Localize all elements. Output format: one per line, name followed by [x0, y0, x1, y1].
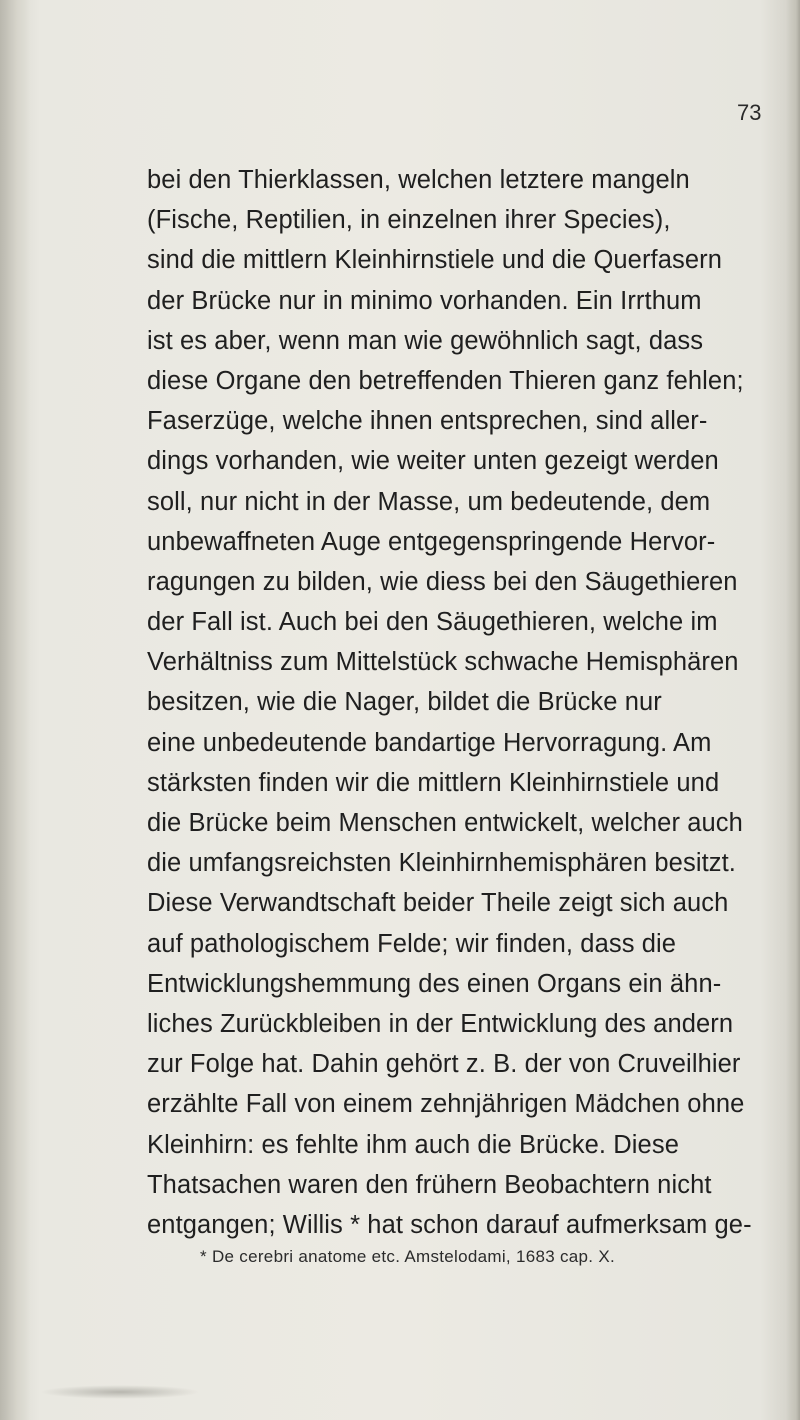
text-line: (Fische, Reptilien, in einzelnen ihrer Species),	[147, 206, 671, 235]
text-line: Diese Verwandtschaft beider Theile zeigt sich auch	[147, 889, 729, 918]
text-line: unbewaffneten Auge entgegenspringende Hervor-	[147, 527, 716, 556]
text-line: soll, nur nicht in der Masse, um bedeutende, dem	[147, 487, 711, 516]
scan-smudge	[40, 1385, 200, 1399]
body-text	[147, 160, 787, 1245]
text-line: erzählte Fall von einem zehnjährigen Mädchen ohne	[147, 1090, 745, 1119]
page-right-edge	[786, 0, 800, 1420]
text-line: Verhältniss zum Mittelstück schwache Hemisphären	[147, 648, 739, 677]
text-line: die umfangsreichsten Kleinhirnhemisphären besitzt.	[147, 849, 736, 878]
text-line: die Brücke beim Menschen entwickelt, welcher auch	[147, 809, 743, 837]
text-line: zur Folge hat. Dahin gehört z. B. der von Cruveilhier	[147, 1050, 741, 1079]
page-binding-edge	[0, 0, 30, 1420]
text-line: dings vorhanden, wie weiter unten gezeigt werden	[147, 447, 719, 476]
text-line: Faserzüge, welche ihnen entsprechen, sind aller-	[147, 407, 708, 436]
text-line: Entwicklungshemmung des einen Organs ein ähn-	[147, 969, 722, 998]
footnote: * De cerebri anatome etc. Amstelodami, 1683 cap. X.	[200, 1247, 616, 1266]
text-line: liches Zurückbleiben in der Entwicklung des andern	[147, 1009, 734, 1038]
text-line: der Fall ist. Auch bei den Säugethieren, welche im	[147, 608, 718, 637]
text-line: ragungen zu bilden, wie diess bei den Säugethieren	[147, 567, 738, 596]
text-line: stärksten finden wir die mittlern Kleinhirnstiele und	[147, 768, 720, 797]
text-line: eine unbedeutende bandartige Hervorragung. Am	[147, 728, 712, 757]
text-line: besitzen, wie die Nager, bildet die Brücke nur	[147, 688, 662, 717]
text-line: entgangen; Willis * hat schon darauf aufmerksam ge-	[147, 1210, 752, 1239]
text-line: sind die mittlern Kleinhirnstiele und die Querfasern	[147, 246, 723, 275]
text-line: ist es aber, wenn man wie gewöhnlich sagt, dass	[147, 326, 704, 355]
text-line: diese Organe den betreffenden Thieren ganz fehlen;	[147, 366, 744, 395]
page-number: 73	[737, 100, 762, 125]
text-line: der Brücke nur in minimo vorhanden. Ein Irrthum	[147, 286, 702, 315]
text-line: bei den Thierklassen, welchen letztere mangeln	[147, 166, 690, 194]
text-line: auf pathologischem Felde; wir finden, dass die	[147, 929, 677, 958]
text-line: Kleinhirn: es fehlte ihm auch die Brücke. Diese	[147, 1130, 679, 1159]
text-line: Thatsachen waren den frühern Beobachtern nicht	[147, 1170, 712, 1199]
